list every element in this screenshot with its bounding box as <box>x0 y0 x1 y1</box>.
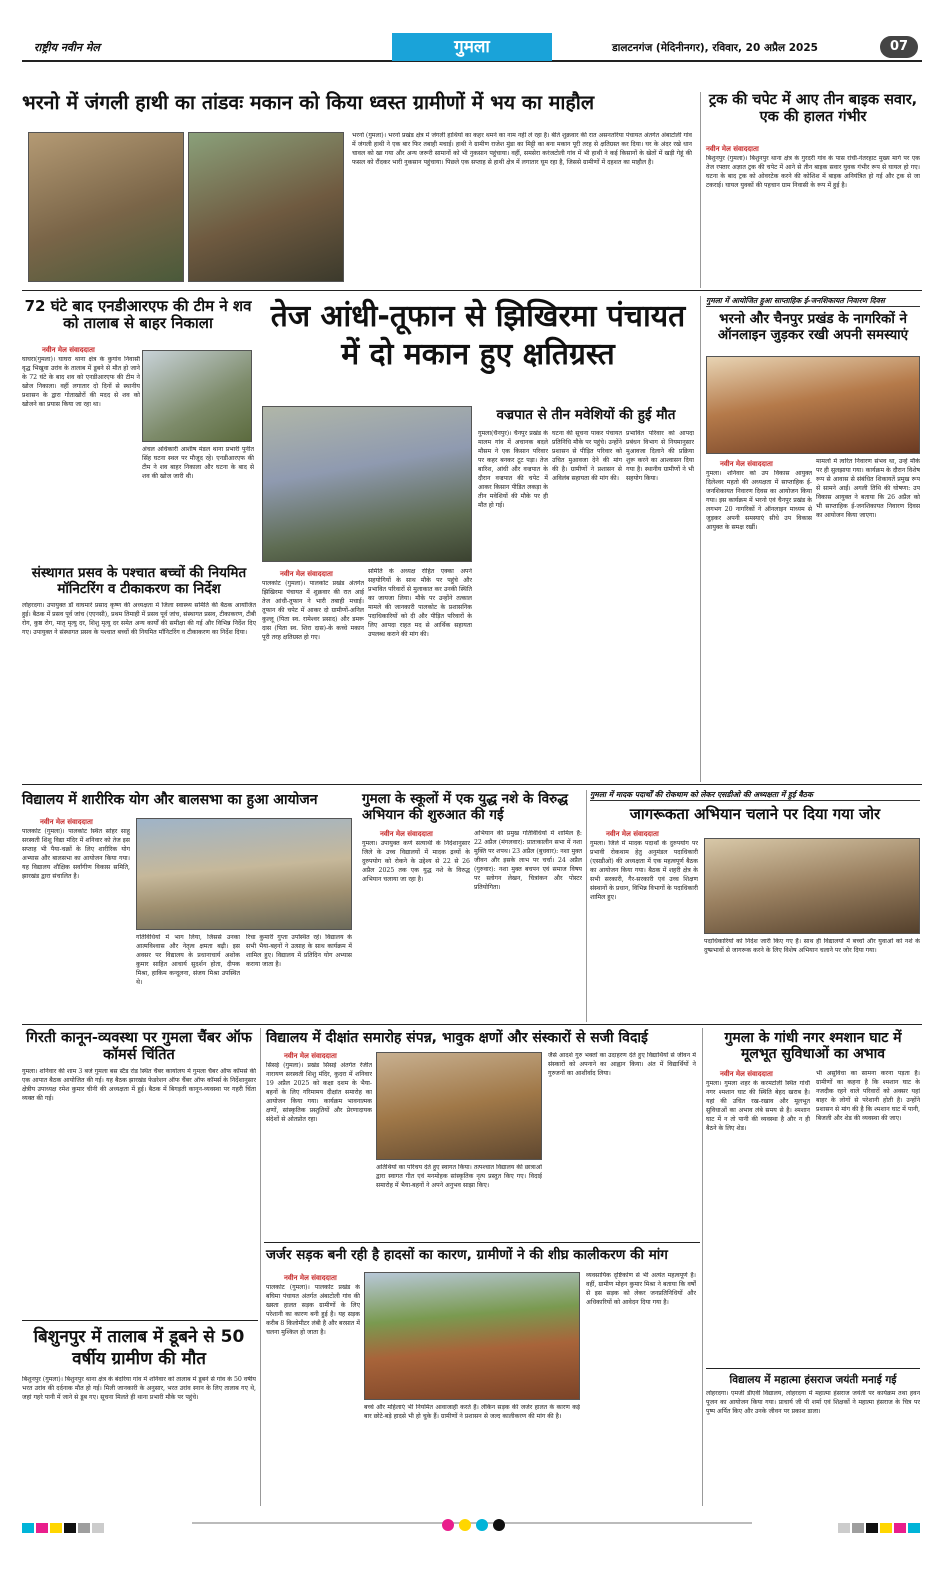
registration-mark-left <box>22 1518 182 1528</box>
color-swatch <box>50 1523 62 1533</box>
registration-dots <box>442 1516 522 1530</box>
photo-yoga-students <box>136 818 352 930</box>
column-rule <box>700 296 701 782</box>
body-road-cont-2: व्यवसायिक दृष्टिकोण से भी अत्यंत महत्वपूर्ण है। वहीं, ग्रामीण मोहन कुमार मिश्रा ने बताया कि वर्षों से इस सड़क को लेकर जनप्रतिनिधियों और अधिकारियों को आवेदन दिया गया है। <box>586 1272 696 1306</box>
body-road: पालकोट (गुमला)। पालकोट प्रखंड के बघिमा पंचायत अंतर्गत अंबाटोली गांव की खस्ता हालत सड़क ग्रामीणों के लिए परेशानी का कारण बनी हुई है। यह सड़क करीब 8 किलोमीटर लंबी है और बरसात में चलना मुश्किल हो जाता है। <box>266 1284 360 1336</box>
body-chamber-of-commerce: गुमला। शनिवार की शाम 3 बजे गुमला बस स्टैंड रोड स्थित चैंबर कार्यालय में गुमला चैंबर ऑफ कॉमर्स की एक आपात बैठक आयोजित की गई। यह बैठक झारखंड फेडरेशन ऑफ चैंबर ऑफ कॉमर्स के निर्देशानुसार क्षेत्रीय उपाध्यक्ष रमेश कुमार चीनी की अध्यक्षता में हुई। बैठक में बिगड़ती कानून-व्यवस्था पर गहरी चिंता व्यक्त की गई। <box>22 1068 256 1102</box>
body-egrievance: गुमला। शनिवार को उप विकास आयुक्त दिलेश्वर महतो की अध्यक्षता में साप्ताहिक ई-जनशिकायत निवारण दिवस का आयोजन किया गया। इस कार्यक्रम में भरनो एवं चैनपुर प्रखंड के लगभग 20 नागरिकों ने ऑनलाइन माध्यम से जुड़कर अपनी समस्याएं सीधे उप विकास आयुक्त के समक्ष रखीं। <box>706 470 812 531</box>
body-egrievance-cont: मामलों में त्वरित निवारण संभव था, उन्हें मौके पर ही सुलझाया गया। कार्यक्रम के दौरान विशेष रूप से आवास से संबंधित शिकायतें प्रमुख रूप से सामने आईं। अगली तिथि की घोषणा: उप विकास आयुक्त ने बताया कि 26 अप्रैल को भी साप्ताहिक ई-जनशिकायत निवारण दिवस का आयोजन किया जाएगा। <box>816 458 920 519</box>
headline-anti-drug-schools: गुमला के स्कूलों में एक युद्ध नशे के विरुद्ध अभियान की शुरुआत की गई <box>362 791 568 823</box>
byline-convocation: नवीन मेल संवाददाता <box>284 1052 337 1060</box>
page-number-badge <box>880 36 918 58</box>
color-swatch <box>838 1523 850 1533</box>
headline-lightning: वज्रपात से तीन मवेशियों की हुई मौत <box>496 407 676 423</box>
color-swatch <box>852 1523 864 1533</box>
registration-mark-right <box>770 1518 922 1528</box>
strap-egrievance: गुमला में आयोजित हुआ साप्ताहिक ई-जनशिकायत निवारण दिवस <box>706 296 920 307</box>
body-lightning: गुमला(चैनपुर)। चैनपुर प्रखंड के मालम गांव में अचानक बदले मौसम ने एक किसान परिवार पर कहर बनकर टूट पड़ा। तेज बारिश, आंधी और वज्रपात के दौरान वज्रपात की चपेट में आकर किसान पीडित लकड़ा के तीन मवेशियों की मौके पर ही मौत हो गई। <box>478 430 548 509</box>
headline-storm: तेज आंधी-तूफान से झिखिरमा पंचायत में दो मकान हुए क्षतिग्रस्त <box>270 299 686 372</box>
paper-name: राष्ट्रीय नवीन मेल <box>34 41 100 54</box>
section-rule <box>264 1242 700 1243</box>
photo-storm-house <box>262 406 472 562</box>
body-convocation-cont-2: जैसे आदर्श गुरु भक्तों का उदाहरण देते हुए विद्यार्थियों से जीवन में संस्कारों को अपनाने का आह्वान किया। अंत में विद्यार्थियों ने गुरुजनों का आशीर्वाद लिया। <box>548 1052 696 1077</box>
body-yoga-cont: गतिविधियों में भाग लिया, जिससे उनका आत्मविश्वास और नेतृत्व क्षमता बढ़ी। इस अवसर पर विद्यालय के प्रधानाचार्य अशोक कुमार साहित आचार्य सुदर्शन होता, दीपक मिश्रा, हाकिम कन्दूलना, संजय मिश्रा उपस्थित थे। <box>136 934 240 986</box>
byline-anti-drug: नवीन मेल संवाददाता <box>380 830 433 838</box>
column-rule <box>586 790 587 1022</box>
headline-institutional-delivery: संस्थागत प्रसव के पश्चात बच्चों की नियमित मॉनिटरिंग व टीकाकरण का निर्देश <box>31 565 247 597</box>
section-rule <box>22 1320 258 1321</box>
color-swatch <box>92 1523 104 1533</box>
photo-sdo-meeting <box>704 838 920 934</box>
headline-elephant: भरनो में जंगली हाथी का तांडवः मकान को किया ध्वस्त ग्रामीणों में भय का माहौल <box>22 91 595 114</box>
byline-cremation: नवीन मेल संवाददाता <box>720 1070 773 1078</box>
byline-road: नवीन मेल संवाददाता <box>284 1274 337 1282</box>
headline-hansraj-jayanti: विद्यालय में महात्मा हंसराज जयंती मनाई गई <box>729 1374 897 1386</box>
color-swatch <box>64 1523 76 1533</box>
byline-storm: नवीन मेल संवाददाता <box>280 570 333 578</box>
headline-yoga: विद्यालय में शारीरिक योग और बालसभा का हुआ आयोजन <box>22 792 318 808</box>
headline-cremation-ground: गुमला के गांधी नगर श्मशान घाट में मूलभूत सुविधाओं का अभाव <box>724 1030 902 1063</box>
masthead <box>22 36 922 62</box>
color-swatch <box>880 1523 892 1533</box>
headline-truck-accident: ट्रक की चपेट में आए तीन बाइक सवार, एक की हालत गंभीर <box>708 92 918 125</box>
body-lightning-3: प्रभावित परिवार को आपदा प्रबंधन विभाग से नियमानुसार मुआवजा दिलाने की प्रक्रिया शुरू करने का आश्वासन दिया गया है। स्थानीय ग्रामीणों ने भी सहयोग किया। <box>626 430 694 482</box>
headline-chamber-of-commerce: गिरती कानून-व्यवस्था पर गुमला चैंबर ऑफ कॉमर्स चिंतित <box>26 1030 252 1063</box>
body-truck: बिशुनपुर (गुमला)। बिशुनपुर थाना क्षेत्र के गुरदरी गांव के पास रांची-नेतरहाट मुख्य मार्ग पर एक तेज रफ्तार अज्ञात ट्रक की चपेट में आने से तीन बाइक सवार युवक गंभीर रूप से घायल हो गए। घटना के बाद ट्रक को ओवरटेक करने की कोशिश में बाइक अनियंत्रित हो गई और ट्रक से जा टकराई। घायल युवकों की पहचान ग्राम निवासी के रूप में हुई है। <box>706 155 920 189</box>
dateline: डालटनगंज (मेदिनीनगर), रविवार, 20 अप्रैल 2025 <box>612 42 818 54</box>
body-hansraj-jayanti: लोहरदगा। एमजी डीएवी विद्यालय, लोहरदगा में महात्मा हंसराज जयंती पर कार्यक्रम तथा हवन पूजन का आयोजन किया गया। प्राचार्य जी पी शर्मा एवं शिक्षकों ने महात्मा हंसराज के चित्र पर पुष्प अर्पित किए और उनके जीवन पर प्रकाश डाला। <box>706 1390 920 1415</box>
headline-egrievance: भरनो और चैनपुर प्रखंड के नागरिकों ने ऑनलाइन जुड़कर रखी अपनी समस्याएं <box>717 311 909 343</box>
headline-ndrf: 72 घंटे बाद एनडीआरएफ की टीम ने शव को तालाब से बाहर निकाला <box>24 297 252 333</box>
strap-sdo-meeting: गुमला में मादक पदार्थों की रोकथाम को लेकर एसडीओ की अध्यक्षता में हुई बैठक <box>590 790 920 801</box>
body-convocation-cont: अतिथियों का परिचय देते हुए स्वागत किया। तत्पश्चात विद्यालय की छात्राओं द्वारा स्वागत गीत एवं मनमोहक सांस्कृतिक नृत्य प्रस्तुत किए गए। विदाई समारोह में भैया-बहनों ने अपने अनुभव साझा किए। <box>376 1164 542 1189</box>
body-anti-drug: गुमला। उपायुक्त कर्ण सत्यार्थी के निर्देशानुसार जिले के उच्च विद्यालयों में मादक द्रव्यों के दुरुपयोग को रोकने के उद्देश्य से 22 से 26 अप्रैल 2025 तक एक युद्ध नशे के विरुद्ध अभियान चलाया जा रहा है। <box>362 840 470 883</box>
color-swatch <box>78 1523 90 1533</box>
headline-convocation: विद्यालय में दीक्षांत समारोह संपन्न, भावुक क्षणों और संस्कारों से सजी विदाई <box>266 1030 648 1046</box>
headline-awareness-campaign: जागरूकता अभियान चलाने पर दिया गया जोर <box>629 805 881 823</box>
photo-ndrf-tank <box>142 350 252 442</box>
photo-damaged-house <box>188 132 344 282</box>
body-drowning: बिशुनपुर (गुमला)। बिशुनपुर थाना क्षेत्र के बंदरिया गांव में शनिवार को तालाब में डूबने से गांव के 50 वर्षीय भरत उरांव की दर्दनाक मौत हो गई। मिली जानकारी के अनुसार, भरत उरांव स्नान के लिए तालाब गए थे, जहां गहरे पानी में जाने से डूब गए। सूचना मिलते ही थाना प्रभारी मौके पर पहुंचे। <box>22 1376 256 1401</box>
body-road-cont: बच्चे और महिलाएं भी नियमित आवाजाही करते हैं। लेकिन सड़क की जर्जर हालत के कारण कई बार छोटे-बड़े हादसे भी हो चुके हैं। ग्रामीणों ने प्रशासन से जल्द कालीकरण की मांग की है। <box>364 1404 580 1420</box>
body-storm-cont: समिति के अध्यक्ष रोहित एक्का अपने सहयोगियों के साथ मौके पर पहुंचे और प्रभावित परिवारों से मुलाकात कर उनकी स्थिति का जायजा लिया। मौके पर उन्होंने तत्काल मामले की जानकारी पालकोट के प्रशासनिक पदाधिकारियों को दी और पीड़ित परिवारों के लिए आपदा राहत मद से आर्थिक सहायता उपलब्ध कराने की मांग की। <box>368 568 472 638</box>
body-sdo-cont: पदाधिकारियों को निर्देश जारी किए गए हैं। साथ ही विद्यालयों में बच्चों और युवाओं को नशे के दुष्प्रभावों से जागरूक करने के लिए विशेष अभियान चलाने पर जोर दिया गया। <box>704 938 920 954</box>
body-lightning-2: घटना की सूचना पाकर पंचायत प्रतिनिधि मौके पर पहुंचे। उन्होंने प्रशासन से पीड़ित परिवार को उचित मुआवजा देने की मांग की है। ग्रामीणों ने प्रशासन से अविलंब सहायता की मांग की। <box>552 430 622 482</box>
body-anti-drug-cont: अभियान की प्रमुख गतिविधियों में शामिल हैं: 22 अप्रैल (मंगलवार): प्रातःकालीन सभा में नशा मुक्ति पर शपथ। 23 अप्रैल (बुधवार): नशा मुक्त जीवन और इसके लाभ पर चर्चा। 24 अप्रैल (गुरुवार): नशा मुक्त बचपन एवं समाज विषय पर स्लोगन लेखन, चित्रांकन और पोस्टर प्रतियोगिता। <box>474 830 582 891</box>
section-rule <box>22 1024 922 1025</box>
section-rule <box>22 290 922 291</box>
color-swatch <box>22 1523 34 1533</box>
column-rule <box>260 1028 261 1506</box>
body-storm: पालकोट (गुमला)। पालकोट प्रखंड अंतर्गत झिखिरमा पंचायत में शुक्रवार की रात आई तेज आंधी-तूफान ने भारी तबाही मचाई। तूफान की चपेट में आकर दो ग्रामीणों-अनिल कुल्लू (पिता स्व. रामेश्वर प्रसाद) और डमरू दास (पिता स्व. शिरा दास)-के कच्चे मकान पूरी तरह क्षतिग्रस्त हो गए। <box>262 580 364 641</box>
byline-yoga: नवीन मेल संवाददाता <box>40 818 93 826</box>
body-cremation: गुमला। गुमला शहर के करमटोली स्थित गांधी नगर श्मशान घाट की स्थिति बेहद खराब है। यहां की उचित रख-रखाव और मूलभूत सुविधाओं का अभाव लंबे समय से है। श्मशान घाट में न तो पानी की व्यवस्था है और न ही बैठने के लिए शेड। <box>706 1080 810 1132</box>
photo-convocation <box>376 1052 542 1160</box>
headline-drowning: बिशुनपुर में तालाब में डूबने से 50 वर्षीय ग्रामीण की मौत <box>33 1327 245 1370</box>
color-swatch <box>908 1523 920 1533</box>
body-cremation-cont: भी असुविधा का सामना करना पड़ता है। ग्रामीणों का कहना है कि श्मशान घाट के नजदीक रहने वाले परिवारों को अक्सर यहां बाहर के लोगों से परेशानी होती है। उन्होंने प्रशासन से मांग की है कि श्मशान घाट में पानी, बिजली और शेड की व्यवस्था की जाए। <box>816 1070 920 1122</box>
color-swatch <box>36 1523 48 1533</box>
photo-egrievance-meeting <box>706 356 920 454</box>
byline-ndrf: नवीन मेल संवाददाता <box>42 346 95 354</box>
color-swatch <box>894 1523 906 1533</box>
body-ndrf-cont: अंचल अधिकारी आशीष मंडल थाना प्रभारी पुनीत सिंह घटना स्थल पर मौजूद रहे। एनडीआरएफ की टीम ने शव बाहर निकाला और घटना के बाद से शव की खोज जारी थी। <box>142 446 254 480</box>
body-ndrf: घाघरा(गुमला)। घाघरा थाना क्षेत्र के कुगांव निवासी वृद्ध भिखुवा उरांव के तालाब में डूबने से मौत हो जाने के 72 घंटे के बाद शव को एनडीआरएफ की टीम ने खोज निकाला। वहीं लगातार दो दिनों से स्थानीय प्रशासन के द्वारा गोताखोरों की मदद से शव को खोजने का प्रयास किया जा रहा था। <box>22 356 140 408</box>
body-institutional-delivery: लोहरदगा। उपायुक्त डॉ वाघमारे प्रसाद कृष्ण की अध्यक्षता में जिला स्वास्थ्य समिति की बैठक आयोजित हुई। बैठक में प्रसव पूर्व जांच (एएनसी), प्रथम तिमाही में प्रसव पूर्व जांच, संस्थागत प्रसव, टीकाकरण, टीबी रोग, कुष्ठ रोग, मातृ मृत्यु दर, शिशु मृत्यु दर समेत अन्य कार्यों की समीक्षा की गई और विभिन्न निर्देश दिए गए। उपायुक्त ने संस्थागत प्रसव के पश्चात बच्चों की नियमित मॉनिटरिंग व टीकाकरण का निर्देश दिया। <box>22 602 256 636</box>
page-number: 07 <box>889 39 909 54</box>
headline-broken-road: जर्जर सड़क बनी रही है हादसों का कारण, ग्रामीणों ने की शीघ्र कालीकरण की मांग <box>266 1247 668 1263</box>
footer-bar <box>22 1516 922 1532</box>
byline-egrievance: नवीन मेल संवाददाता <box>720 460 773 468</box>
body-convocation: सिसई (गुमला)। प्रखंड सिसई अंतर्गत रेंजीत नारायण सरस्वती शिशु मंदिर, कुदरा में शनिवार 19 अप्रैल 2025 को कक्षा दशम के भैया-बहनों के लिए गरिमामय दीक्षांत समारोह का आयोजन किया गया। कार्यक्रम भावनात्मक क्षणों, सांस्कृतिक प्रस्तुतियों और प्रेरणादायक संदेशों से ओतप्रोत रहा। <box>266 1062 372 1123</box>
body-yoga: पालकोट (गुमला)। पालकोट स्थित सोहर साहू सरस्वती शिशु विद्या मंदिर में शनिवार को तेज इस सप्ताह भी पैया-चक्रों के लिए शारीरिक योग अभ्यास और बालसभा का आयोजन किया गया। यह विद्यालय शौक्षिक सर्वांगीण विकास समिति, झारखंड द्वारा संचालित है। <box>22 828 130 880</box>
byline-sdo: नवीन मेल संवाददाता <box>606 830 659 838</box>
body-yoga-cont-2: रिचा कुमारी गुप्ता उपस्थित रहे। विद्यालय के सभी भैया-बहनों ने उत्साह के साथ कार्यक्रम में शामिल हुए। विद्यालय में प्रतिदिन योग अभ्यास कराया जाता है। <box>246 934 352 968</box>
section-rule <box>22 784 922 785</box>
body-sdo: गुमला। जिले में मादक पदार्थों के दुरुपयोग पर प्रभावी रोकथाम हेतु अनुमंडल पदाधिकारी (एसडीओ) की अध्यक्षता में एक महत्वपूर्ण बैठक का आयोजन किया गया। बैठक में शहरी क्षेत्र के सभी सरकारी, गैर-सरकारी एवं उच्च शिक्षण संस्थानों के प्रधान, विभिन्न विभागों के पदाधिकारी शामिल हुए। <box>590 840 698 901</box>
color-swatch <box>866 1523 878 1533</box>
column-rule <box>700 92 701 288</box>
photo-broken-road <box>364 1272 580 1400</box>
section-rule <box>706 1368 920 1369</box>
body-elephant: भरनो (गुमला)। भरनो प्रखंड क्षेत्र में जंगली हाथियों का कहर थमने का नाम नहीं ले रहा है। बीते शुक्रवार की रात असनतरिया पंचायत अंतर्गत अंबाटोली गांव में जंगली हाथी ने एक बार फिर तबाही मचाई। हाथी ने ग्रामीण राजेश मुंडा का मिट्टी का बना मकान पूरी तरह से क्षतिग्रस्त कर दिया। घर के अंदर रखे धान चावल को खा गया और अन्य जरूरी सामानों को भी नुकसान पहुंचाया। वहीं, समसेरा करंजटोली गांव में भी हाथी ने कई किसानों के खेतों में खड़ी गेहूं की फसल को रौंदकर भारी नुकसान पहुंचाया। पिछले एक सप्ताह से हाथी क्षेत्र में लगातार घूम रहा है, जिससे ग्रामीणों में दहशत का माहौल है। <box>352 132 692 166</box>
section-tab <box>392 33 552 61</box>
photo-elephant-villager <box>28 132 184 282</box>
section-title: गुमला <box>454 37 490 57</box>
byline-truck: नवीन मेल संवाददाता <box>706 145 759 153</box>
column-rule <box>702 1028 703 1506</box>
